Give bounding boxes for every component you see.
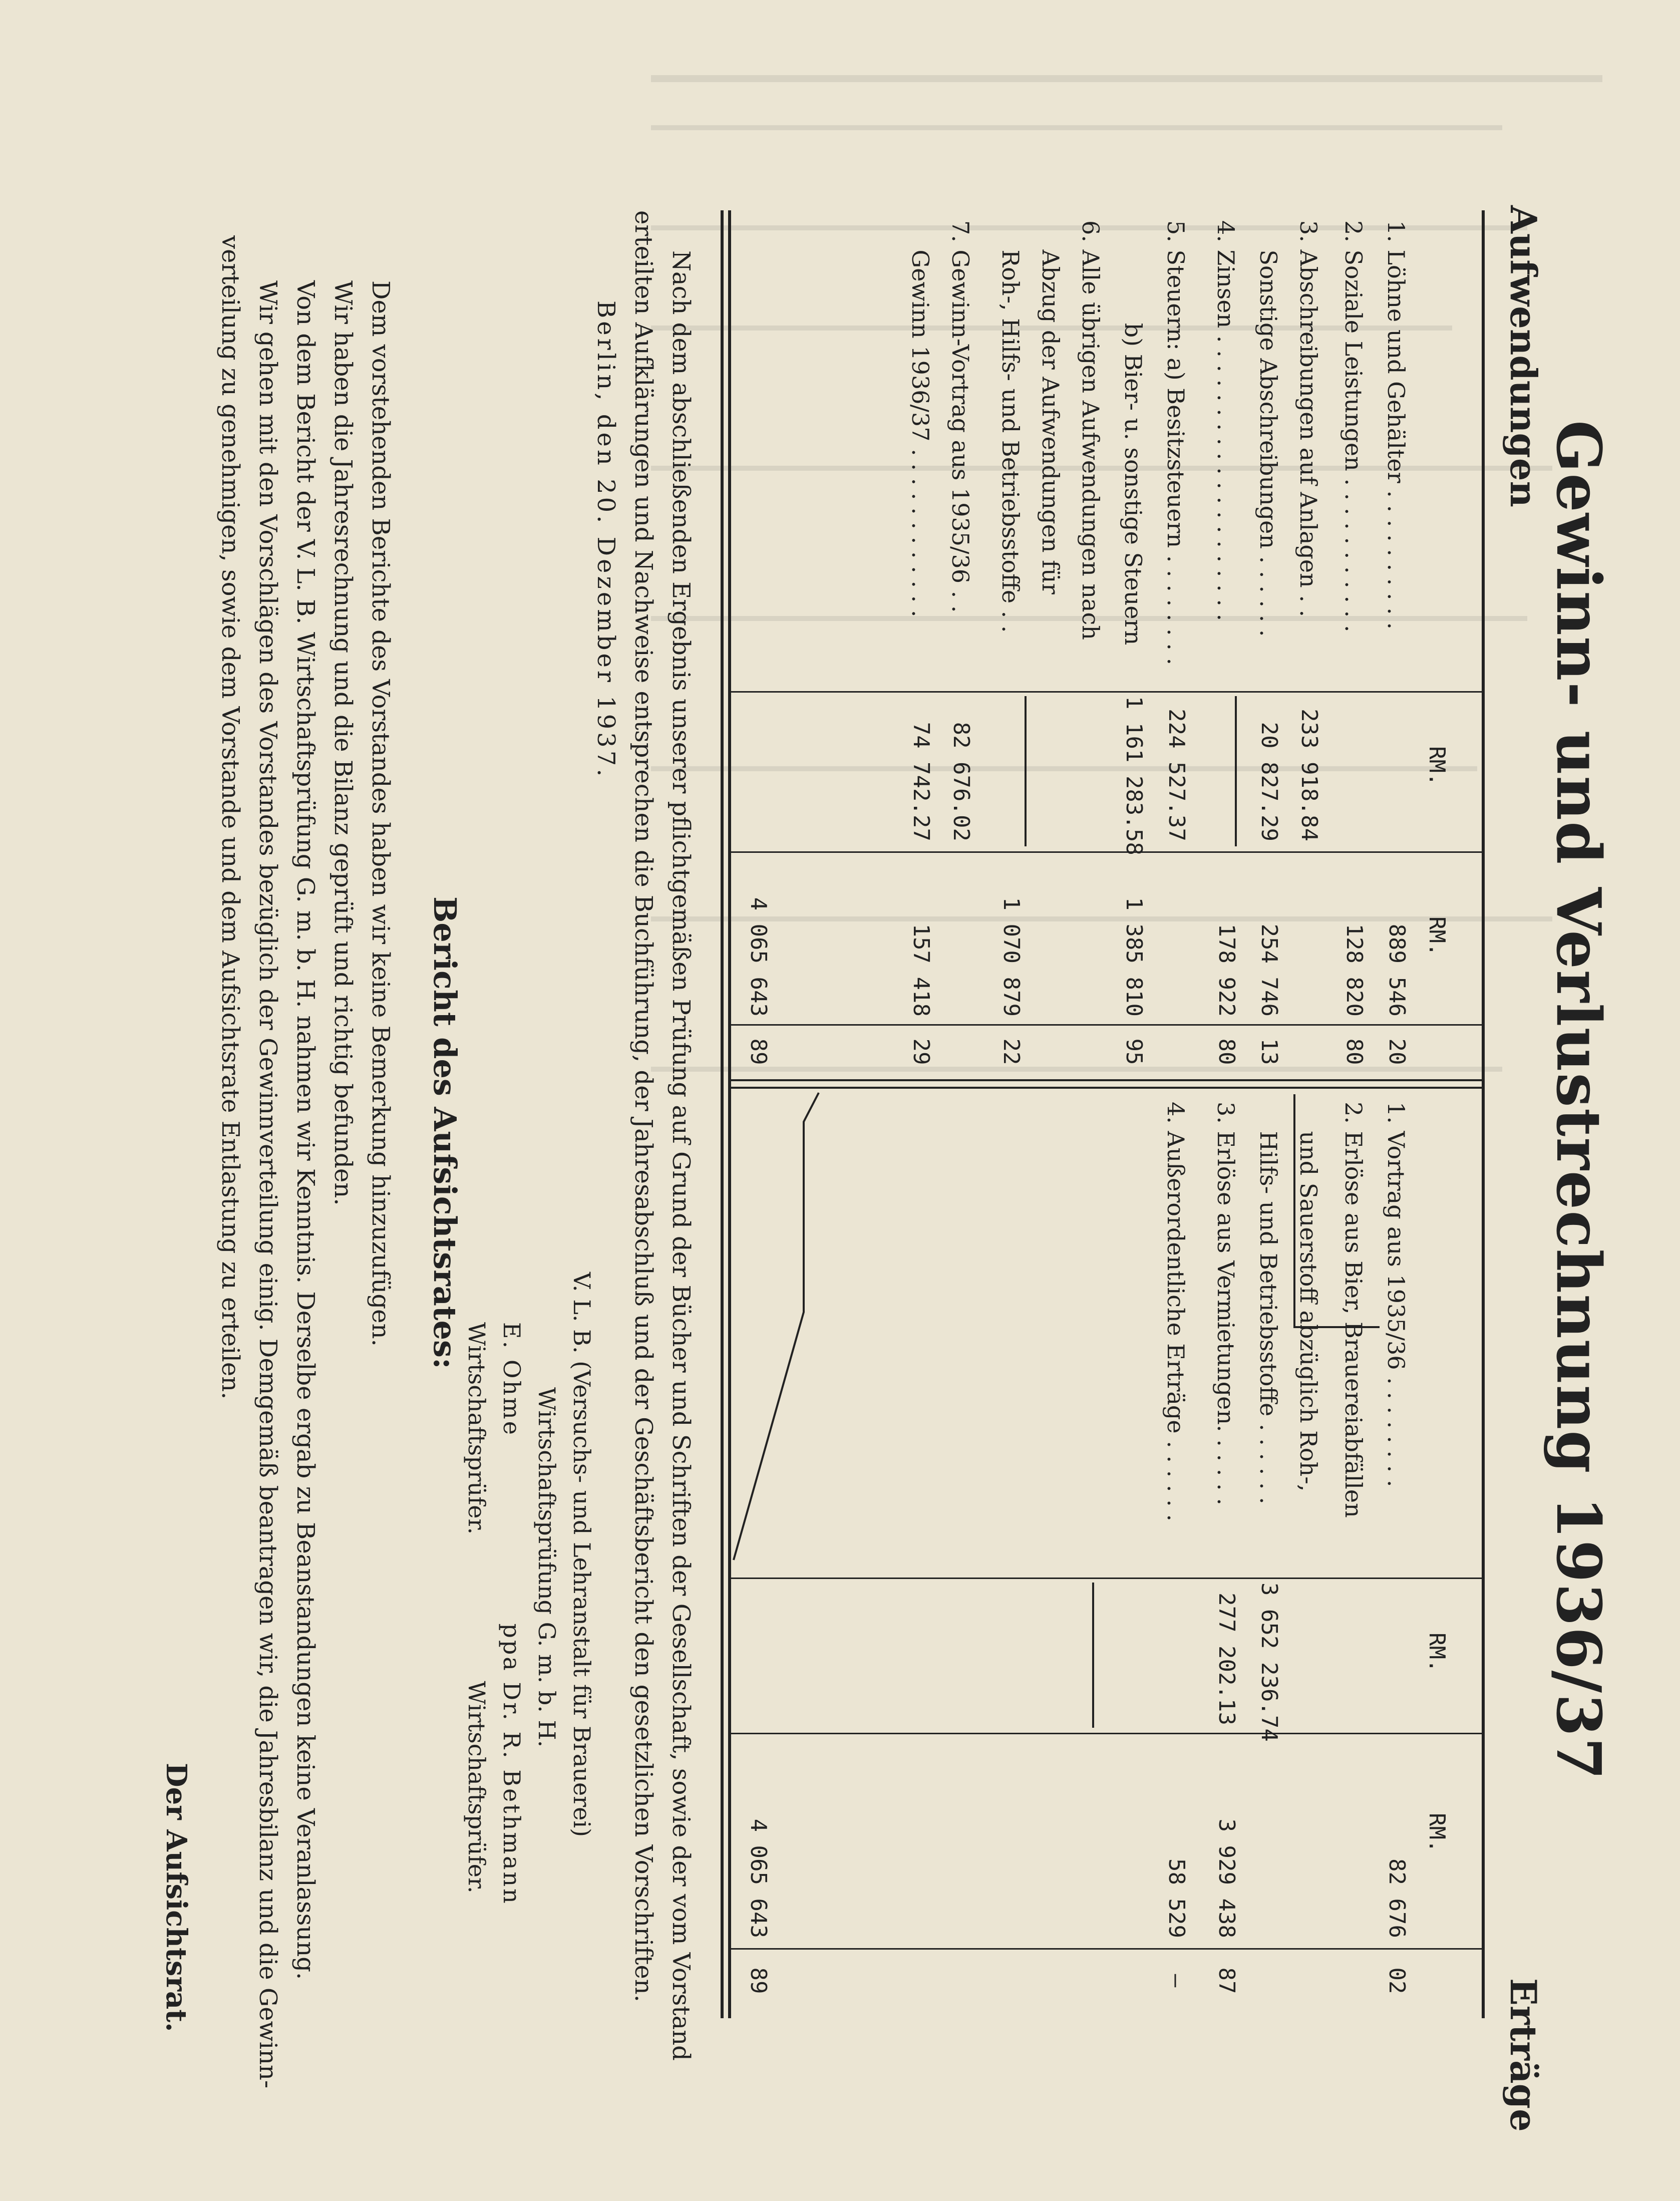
right-total-col-rule [729, 1733, 1485, 1734]
income-cents: — [1164, 1974, 1189, 1988]
expense-cents: 13 [1256, 1038, 1282, 1065]
expense-subamount: 233 918.84 [1296, 709, 1322, 841]
expense-cents: 80 [1341, 1038, 1367, 1065]
expense-label: 5. Steuern: a) Besitzsteuern . . . . . . . . [1162, 220, 1189, 666]
right-rm-header: RM. [1424, 1633, 1450, 1673]
right-total-header: RM. [1424, 1813, 1450, 1853]
board-line-1: Dem vorstehenden Berichte des Vorstandes haben wir keine Bemerkung hinzuzufügen. [367, 280, 395, 1347]
expense-label: Gewinn 1936/37 . . . . . . . . . . . . [907, 220, 934, 617]
income-label: und Sauerstoff abzüglich Roh-, [1295, 1102, 1322, 1492]
left-rm-top-rule [1235, 696, 1237, 846]
right-column-heading: Erträge [1502, 1978, 1545, 2132]
page-title: Gewinn- und Verlustrechnung 1936/37 [1543, 420, 1615, 1781]
expense-cents: 95 [1121, 1038, 1147, 1065]
auditor-signature-1: V. L. B. (Versuchs- und Lehranstalt für Brauerei) [568, 1272, 595, 1837]
expense-subamount: 82 676.02 [948, 722, 974, 841]
table-bottom-rule-2 [721, 210, 724, 2018]
audit-paragraph-1: Nach dem abschließenden Ergebnis unserer pflichtgemäßen Prüfung auf Grund der Bücher und Schriften der Gesellschaft, sowie der vom Vorstand [667, 250, 695, 2061]
board-line-3: Von dem Bericht der V. L. B. Wirtschaftsprüfung G. m. b. H. nahmen wir Kenntnis. Derselbe ergab zu Beanstandungen keine Veranlassung. [291, 280, 319, 1980]
board-signature: Der Aufsichtsrat. [160, 1763, 193, 2032]
expense-amount: 157 418 [908, 923, 934, 1017]
right-sum-total: 4 065 643 [746, 1818, 771, 1938]
left-rm-col-rule [729, 691, 1485, 693]
income-subamount: 3 652 236.74 [1256, 1583, 1282, 1742]
filler-diagonal [729, 1092, 1380, 1573]
left-sum-total: 4 065 643 [746, 897, 771, 1017]
income-amount: 82 676 [1384, 1858, 1410, 1938]
expense-subamount: 1 161 283.58 [1121, 696, 1147, 855]
expense-label: 2. Soziale Leistungen . . . . . . . . . . . [1340, 220, 1367, 633]
expense-label: 1. Löhne und Gehälter . . . . . . . . . . [1383, 220, 1410, 630]
expense-cents: 80 [1214, 1038, 1239, 1065]
auditor-signature-2: Wirtschaftsprüfung G. m. b. H. [533, 1387, 560, 1748]
place-date: Berlin, den 20. Dezember 1937. [592, 300, 620, 780]
left-rm-header: RM. [1424, 746, 1450, 786]
center-divider-2 [729, 1087, 1485, 1089]
income-cents: 02 [1384, 1967, 1410, 1994]
left-total-col-rule [729, 851, 1485, 853]
expense-amount: 889 546 [1384, 923, 1410, 1017]
expense-label: Abzug der Aufwendungen für [1037, 220, 1064, 594]
income-amount: 58 529 [1164, 1858, 1189, 1938]
expense-subamount: 20 827.29 [1256, 722, 1282, 841]
expense-subamount: 74 742.27 [908, 722, 934, 841]
center-divider [729, 1079, 1485, 1081]
expense-label: 6. Alle übrigen Aufwendungen nach [1077, 220, 1104, 640]
left-subtotal-rule [1025, 696, 1027, 846]
left-total-header: RM. [1424, 916, 1450, 957]
auditor-signature-3: E. Ohme ppa Dr. R. Bethmann [498, 1322, 525, 1906]
board-line-4: Wir gehen mit den Vorschlägen des Vorstandes bezüglich der Gewinnverteilung einig. Demgemäß beantragen wir, die Jahresbilanz und die Gewinn- [254, 280, 282, 2089]
expense-cents: 20 [1384, 1038, 1410, 1065]
board-line-5: verteilung zu genehmigen, sowie dem Vorstande und dem Aufsichtsrate Entlastung zu erteilen. [216, 235, 244, 1400]
left-sum-cents: 89 [746, 1038, 771, 1065]
left-cents-col-rule [729, 1024, 1485, 1026]
income-label: 1. Vortrag aus 1935/36 . . . . . . . . [1383, 1102, 1410, 1487]
board-heading: Bericht des Aufsichtsrates: [427, 896, 463, 1369]
expense-amount: 178 922 [1214, 923, 1239, 1017]
expense-label: b) Bier- u. sonstige Steuern [1120, 220, 1147, 646]
expense-label: Sonstige Abschreibungen . . . . . . [1255, 220, 1282, 637]
expense-subamount: 224 527.37 [1164, 709, 1189, 841]
expense-amount: 128 820 [1341, 923, 1367, 1017]
expense-amount: 254 746 [1256, 923, 1282, 1017]
expense-label: Roh-, Hilfs- und Betriebsstoffe . . [997, 220, 1024, 633]
right-sum-cents: 89 [746, 1967, 771, 1994]
right-subtotal-rule [1092, 1583, 1094, 1728]
expense-cents: 22 [998, 1038, 1024, 1065]
expense-label: 7. Gewinn-Vortrag aus 1935/36 . . [947, 220, 974, 613]
expense-amount: 1 070 879 [998, 897, 1024, 1017]
expense-label: 4. Zinsen . . . . . . . . . . . . . . . . . . . . [1212, 220, 1239, 621]
expense-cents: 29 [908, 1038, 934, 1065]
board-line-2: Wir haben die Jahresrechnung und die Bilanz geprüft und richtig befunden. [329, 280, 357, 1206]
income-cents: 87 [1214, 1967, 1239, 1994]
income-label: 3. Erlöse aus Vermietungen. . . . . . [1212, 1102, 1239, 1505]
income-label: 2. Erlöse aus Bier, Brauereiabfällen [1340, 1102, 1367, 1518]
income-amount: 3 929 438 [1214, 1818, 1239, 1938]
left-column-heading: Aufwendungen [1502, 205, 1545, 507]
income-label: 4. Außerordentliche Erträge . . . . . . [1162, 1102, 1189, 1522]
right-cents-col-rule [729, 1948, 1485, 1950]
audit-paragraph-2: erteilten Aufklärungen und Nachweise entsprechen die Buchführung, der Jahresabschluß und der Geschäftsbericht den gesetzlichen Vorschriften. [629, 210, 657, 2002]
auditor-signature-4: Wirtschaftsprüfer. Wirtschaftsprüfer. [463, 1322, 490, 1894]
right-rm-col-rule [729, 1578, 1485, 1579]
table-top-rule [1482, 210, 1485, 2018]
income-label: Hilfs- und Betriebsstoffe . . . . . . [1255, 1102, 1282, 1504]
income-subamount: 277 202.13 [1214, 1593, 1239, 1725]
expense-label: 3. Abschreibungen auf Anlagen . . [1295, 220, 1322, 617]
expense-amount: 1 385 810 [1121, 897, 1147, 1017]
